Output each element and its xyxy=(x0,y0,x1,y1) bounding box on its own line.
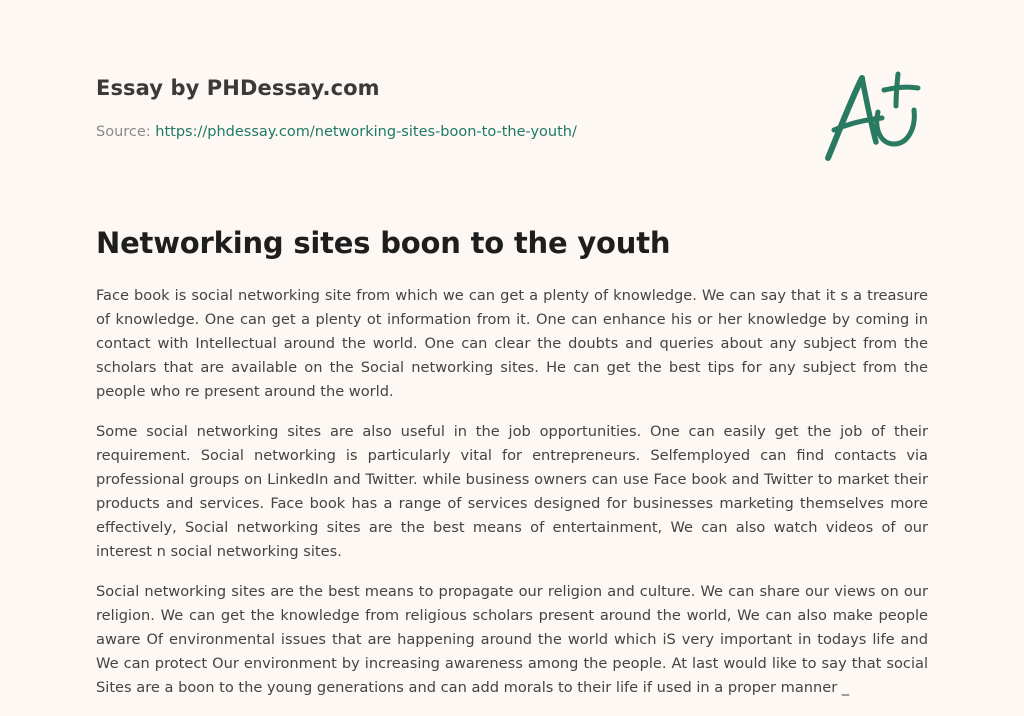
essay-body xyxy=(96,284,928,716)
essay-page xyxy=(96,0,928,716)
source-label: Source: xyxy=(96,124,156,140)
site-brand: Essay by PHDessay.com xyxy=(96,76,380,100)
essay-paragraph: Some social networking sites are also useful in the job opportunities. One can easily get the job of their requirement. Social networking is particularly vital for entrepreneurs. Selfemployed can find contacts via professional groups on LinkedIn and Twitter. while business owners can use Face book and Twitter to market their products and services. Face book has a range of services designed for businesses marketing themselves more effectively, Social networking sites are the best means of entertainment, We can also watch videos of our interest n social networking sites. xyxy=(96,423,928,560)
essay-paragraph: Face book is social networking site from which we can get a plenty of knowledge. We can say that it s a treasure of knowledge. One can get a plenty ot information from it. One can enhance his or her knowledge by coming in contact with Intellectual around the world. One can clear the doubts and queries about any subject from the scholars that are available on the Social networking sites. He can get the best tips for any subject from the people who re present around the world. xyxy=(96,287,928,400)
source-link[interactable]: https://phdessay.com/networking-sites-boon-to-the-youth/ xyxy=(155,124,577,140)
essay-title: Networking sites boon to the youth xyxy=(96,226,671,260)
a-plus-grade-icon xyxy=(822,68,926,164)
source-line xyxy=(96,124,577,140)
essay-paragraph: Social networking sites are the best means to propagate our religion and culture. We can share our views on our religion. We can get the knowledge from religious scholars present around the world, We can also make people aware Of environmental issues that are happening around the world which iS very important in todays life and We can protect Our environment by increasing awareness among the people. At last would like to say that social Sites are a boon to the young generations and can add morals to their life if used in a proper manner _ xyxy=(96,583,928,696)
